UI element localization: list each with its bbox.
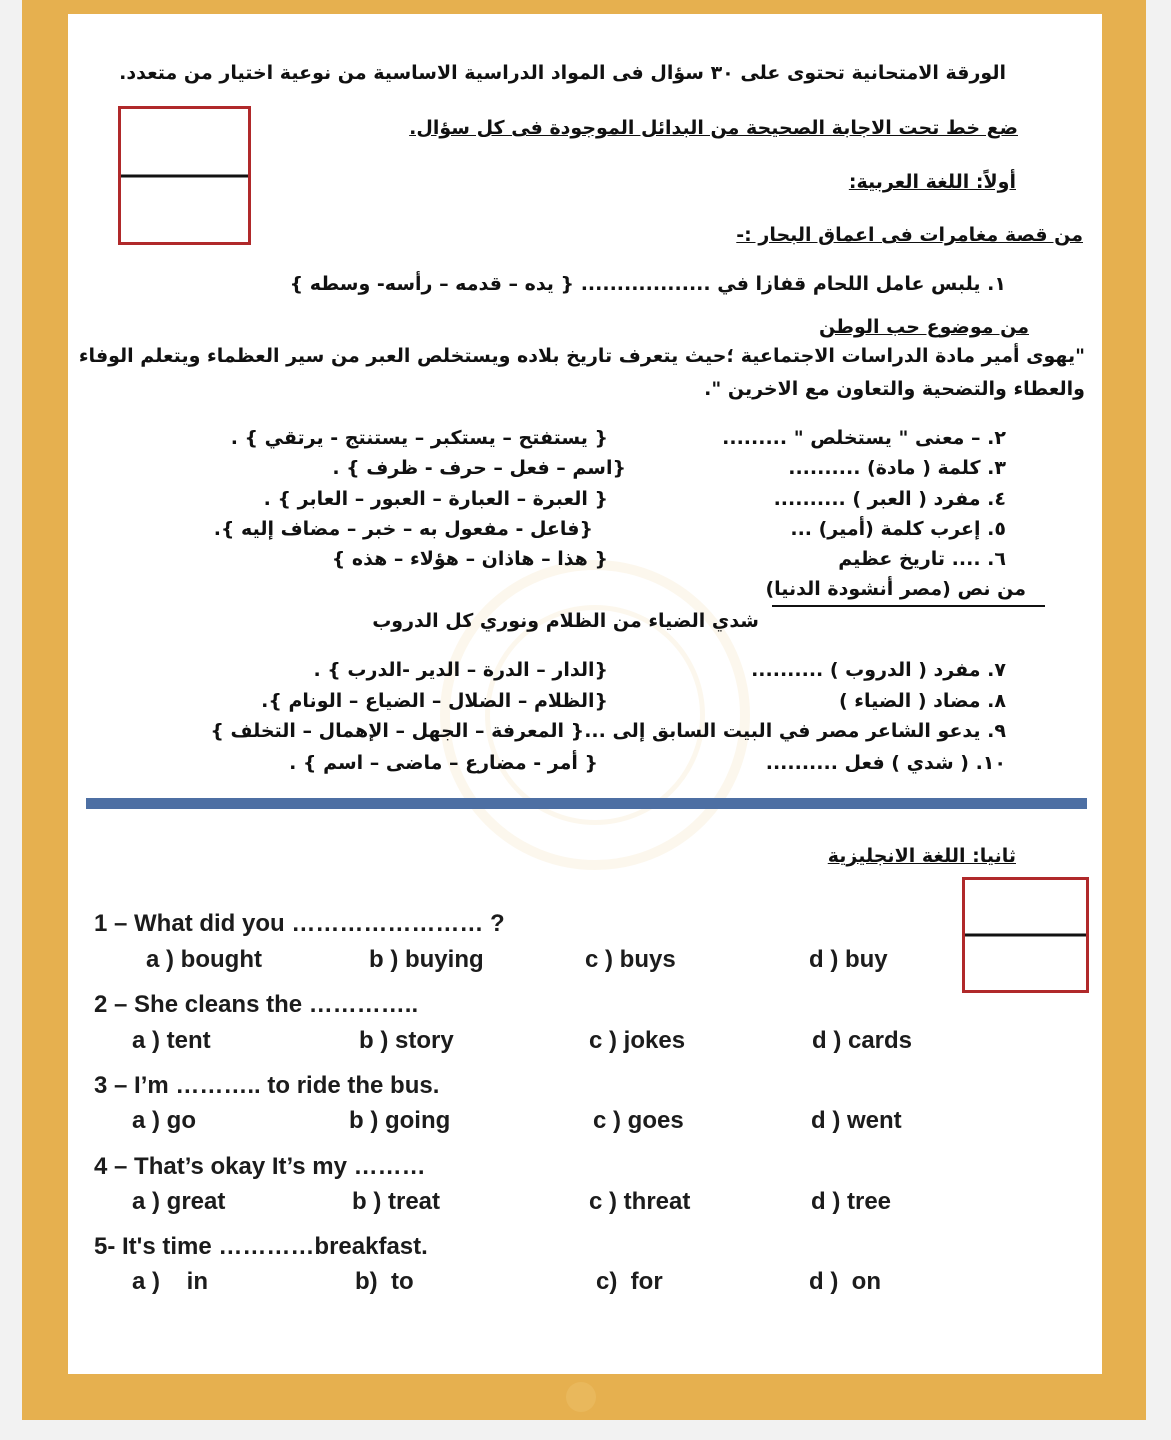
english-question-5: 5- It's time …………breakfast. bbox=[94, 1233, 428, 1260]
english-q5-option-a[interactable]: a ) in bbox=[132, 1268, 209, 1295]
question-5: ٥. إعرب كلمة (أمير) ... bbox=[790, 518, 1006, 540]
question-7-options: {الدار – الدرة – الدير -الدرب } . bbox=[313, 659, 608, 681]
question-8: ٨. مضاد ( الضياء ) bbox=[839, 690, 1006, 712]
poem-heading: من نص (مصر أنشودة الدنيا) bbox=[765, 578, 1026, 600]
english-q4-option-a[interactable]: a ) great bbox=[132, 1188, 226, 1215]
section-divider bbox=[86, 798, 1087, 809]
english-q3-option-a[interactable]: a ) go bbox=[132, 1107, 196, 1134]
question-10: ١٠. ( شدي ) فعل .......... bbox=[765, 752, 1006, 774]
english-q3-option-c[interactable]: c ) goes bbox=[593, 1107, 684, 1134]
english-score-box bbox=[962, 877, 1089, 993]
ministry-logo-badge bbox=[566, 1382, 596, 1412]
poem-heading-underline bbox=[772, 605, 1045, 607]
english-q4-option-b[interactable]: b ) treat bbox=[352, 1188, 441, 1215]
english-q4-option-d[interactable]: d ) tree bbox=[811, 1188, 892, 1215]
english-q2-option-b[interactable]: b ) story bbox=[359, 1027, 454, 1054]
question-1: ١. يلبس عامل اللحام قفازا في .................. { يده – قدمه – رأسه- وسطه } bbox=[289, 273, 1006, 295]
exam-intro: الورقة الامتحانية تحتوى على ٣٠ سؤال فى المواد الدراسية الاساسية من نوعية اختيار من متعدد. bbox=[119, 62, 1006, 84]
english-q2-option-d[interactable]: d ) cards bbox=[812, 1027, 913, 1054]
question-9: ٩. يدعو الشاعر مصر في البيت السابق إلى ...{ المعرفة – الجهل – الإهمال – التخلف } bbox=[210, 720, 1006, 742]
english-q3-option-d[interactable]: d ) went bbox=[811, 1107, 902, 1134]
english-question-3: 3 – I’m ……….. to ride the bus. bbox=[94, 1072, 440, 1099]
story-heading: من قصة مغامرات فى اعماق البحار :- bbox=[736, 224, 1083, 246]
question-4-options: { العبرة – العبارة – العبور – العابر } . bbox=[263, 488, 608, 510]
question-5-options: {فاعل - مفعول به – خبر – مضاف إليه }. bbox=[213, 518, 593, 540]
english-q1-option-a[interactable]: a ) bought bbox=[146, 946, 262, 973]
passage-line-2: والعطاء والتضحية والتعاون مع الاخرين ". bbox=[704, 378, 1085, 400]
question-2: ٢. – معنى " يستخلص " ......... bbox=[722, 427, 1006, 449]
arabic-section-title: أولاً: اللغة العربية: bbox=[848, 171, 1016, 193]
arabic-score-box bbox=[118, 106, 251, 245]
question-3-options: {اسم – فعل – حرف - ظرف } . bbox=[332, 457, 626, 479]
question-6: ٦. .... تاريخ عظيم bbox=[838, 548, 1006, 570]
question-3: ٣. كلمة ( مادة) .......... bbox=[788, 457, 1006, 479]
english-question-2: 2 – She cleans the ………….. bbox=[94, 991, 419, 1018]
question-4: ٤. مفرد ( العبر ) .......... bbox=[773, 488, 1006, 510]
poem-line: شدي الضياء من الظلام ونوري كل الدروب bbox=[372, 610, 759, 632]
question-8-options: {الظلام – الضلال – الضياع – الونام }. bbox=[261, 690, 608, 712]
question-7: ٧. مفرد ( الدروب ) .......... bbox=[751, 659, 1006, 681]
english-section-title: ثانيا: اللغة الانجليزية bbox=[827, 845, 1016, 867]
english-q5-option-b[interactable]: b) to bbox=[355, 1268, 414, 1295]
english-q5-option-c[interactable]: c) for bbox=[596, 1268, 663, 1295]
english-q1-option-b[interactable]: b ) buying bbox=[369, 946, 484, 973]
question-2-options: { يستفتح – يستكبر – يستنتج - يرتقي } . bbox=[230, 427, 608, 449]
english-q2-option-a[interactable]: a ) tent bbox=[132, 1027, 211, 1054]
english-q4-option-c[interactable]: c ) threat bbox=[589, 1188, 691, 1215]
english-q1-option-d[interactable]: d ) buy bbox=[809, 946, 888, 973]
topic-heading: من موضوع حب الوطن bbox=[819, 316, 1029, 338]
question-6-options: { هذا – هاذان – هؤلاء – هذه } bbox=[331, 548, 608, 570]
passage-line-1: "يهوى أمير مادة الدراسات الاجتماعية ؛حيث يتعرف تاريخ بلاده ويستخلص العبر من سير العظماء ويتعلم الوفاء bbox=[78, 345, 1085, 367]
english-q3-option-b[interactable]: b ) going bbox=[349, 1107, 451, 1134]
english-question-4: 4 – That’s okay It’s my ……… bbox=[94, 1153, 426, 1180]
english-q2-option-c[interactable]: c ) jokes bbox=[589, 1027, 686, 1054]
ministry-seal-inner-ring bbox=[485, 605, 705, 825]
english-q5-option-d[interactable]: d ) on bbox=[809, 1268, 881, 1295]
english-question-1: 1 – What did you …………………… ? bbox=[94, 910, 505, 937]
english-q1-option-c[interactable]: c ) buys bbox=[585, 946, 676, 973]
exam-instruction: ضع خط تحت الاجابة الصحيحة من البدائل الموجودة فى كل سؤال. bbox=[409, 117, 1018, 139]
question-10-options: { أمر - مضارع – ماضى – اسم } . bbox=[289, 752, 598, 774]
